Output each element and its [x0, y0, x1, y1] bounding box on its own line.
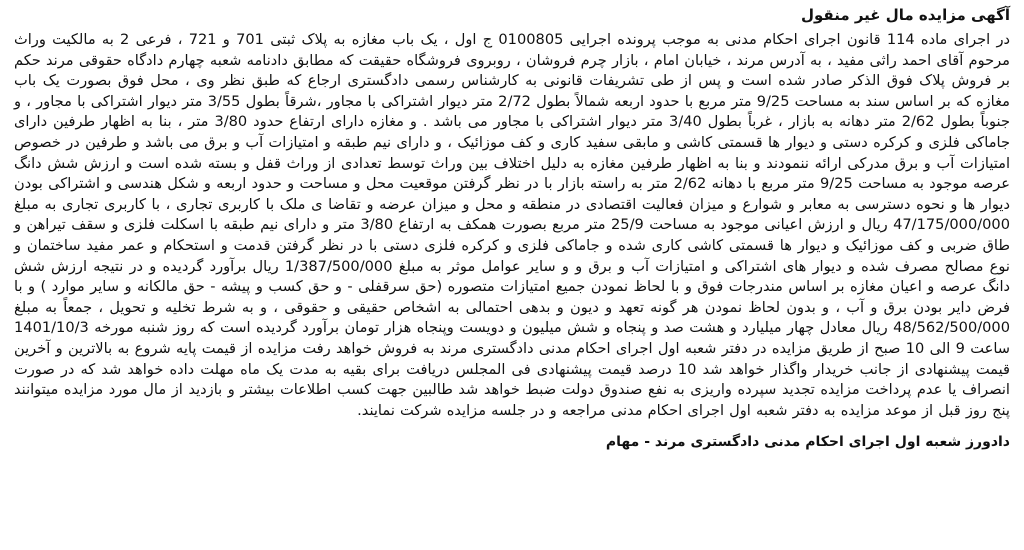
notice-body: در اجرای ماده 114 قانون اجرای احکام مدنی به موجب پرونده اجرایی 0100805 ج اول ، یک باب مغازه به پلاک ثبتی 701 و 721 ، فرعی 2 به مالکیت وراث مرحوم آقای احمد راثی مفید ، به آدرس مرند ، خیابان امام ، بازار چرم فروشان ، روبروی فروشگاه حقیقت که مطابق دادنامه شعبه چهارم دادگاه حقوقی مرند حکم بر فروش پلاک فوق الذکر صادر شده است و پس از طی تشریفات قانونی به کارشناس رسمی دادگستری ارجاع که طبق نظر وی ، محل فوق بصورت یک باب مغازه که بر اساس سند به مساحت 9/25 متر مربع با حدود اربعه شمالاً بطول 2/72 متر دیوار اشتراکی با مجاور ،شرقاً بطول 3/55 متر دیوار اشتراکی با مجاور ، و جنوباً بطول 2/62 متر دهانه به بازار ، غرباً بطول 3/40 متر دیوار اشتراکی با مجاور می باشد . و مغازه دارای ارتفاع حدود 3/80 متر ، بنا به اظهار طرفین دارای جاماکی فلزی و کرکره دستی و دیوار ها قسمتی کاشی و مابقی سفید کاری و کف موزائیک ، و دارای نیم طبقه و امتیازات آب و برق می باشد و طرفین در خصوص امتیازات آب و برق مدرکی ارائه ننمودند و بنا به اظهار طرفین مغازه به دلیل اختلاف بین وراث توسط تعدادی از وراث قفل و بسته شده است و ارزش شش دانگ عرصه موجود به مساحت 9/25 متر مربع با دهانه 2/62 متر به راسته بازار با در نظر گرفتن موقعیت محل و مساحت و حدود اربعه و شکل هندسی و اشتراکی بودن دیوار ها و نحوه دسترسی به معابر و شوارع و میزان فعالیت اقتصادی در منطقه و محل و میزان عرضه و تقاضا ی ملک با کاربری تجاری ، با کاربری تجاری به مبلغ 47/175/000/000 ریال و ارزش اعیانی موجود به مساحت 25/9 متر مربع بصورت همکف به ارتفاع 3/80 متر و دارای نیم طبقه با اسکلت فلزی و سقف تیراهن و طاق ضربی و کف موزائیک و دیوار ها قسمتی کاشی کاری شده و جاماکی فلزی و کرکره فلزی دستی با در نظر گرفتن قدمت و استحکام و عمر مفید ساختمان و نوع مصالح مصرف شده و دیوار های اشتراکی و امتیازات آب و برق و و سایر عوامل موثر به مبلغ 1/387/500/000 ریال برآورد گردیده و در نتیجه ارزش شش دانگ عرصه و اعیان مغازه بر اساس مندرجات فوق و با لحاظ نمودن جمیع امتیازات متصوره (حق سرقفلی - و حق کسب و پیشه - حق مالکانه و سایر موارد ) و با فرض دایر بودن برق و آب ، و بدون لحاظ نمودن هر گونه تعهد و دیون و بدهی احتمالی به اشخاص حقیقی و حقوقی ، و به شرط تخلیه و تحویل ، جمعاً به مبلغ 48/562/500/000 ریال معادل چهار میلیارد و هشت صد و پنجاه و شش میلیون و دویست وپنجاه هزار تومان برآورد گردیده است که روز شنبه مورخه 1401/10/3 ساعت 9 الی 10 صبح از طریق مزایده در دفتر شعبه اول اجرای احکام مدنی دادگستری مرند به فروش خواهد رفت مزایده از قیمت پایه شروع به بالاترین و آخرین قیمت پیشنهادی از جانب خریدار واگذار خواهد شد 10 درصد قیمت پیشنهادی فی المجلس دریافت برای بقیه به مدت یک ماه مهلت داده خواهد شد که در صورت انصراف یا عدم پرداخت مزایده تجدید سپرده واریزی به نفع صندوق دولت ضبط خواهد شد طالبین جهت کسب اطلاعات بیشتر و بازدید از مال مورد مزایده میتوانند پنج روز قبل از موعد مزایده به دفتر شعبه اول اجرای احکام مدنی مراجعه و در جلسه مزایده شرکت نمایند.: [14, 31, 1011, 419]
auction-notice: [14, 4, 1010, 546]
notice-signature: دادورز شعبه اول اجرای احکام مدنی دادگستری مرند - مهام: [605, 434, 1010, 451]
notice-title: آگهی مزایده مال غیر منقول: [800, 6, 1010, 24]
